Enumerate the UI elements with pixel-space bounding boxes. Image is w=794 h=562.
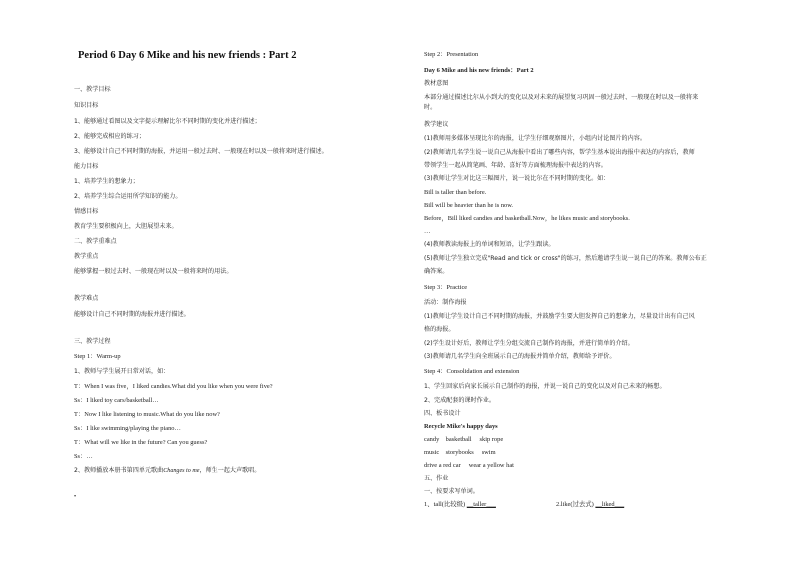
dialogue-line: T：What will we like in the future? Can you guess? xyxy=(74,439,208,446)
song-title: Changes to me xyxy=(163,468,200,474)
dialogue-line: Ss：I like swimming/playing the piano… xyxy=(74,425,181,432)
exercise-prompt: 1、tall(比较级) xyxy=(424,501,466,508)
lesson-subtitle: Day 6 Mike and his new friends：Part 2 xyxy=(424,67,534,74)
bullet-dot: • xyxy=(74,494,77,500)
section-heading: 四、板书设计 xyxy=(424,410,461,417)
section-heading: 三、教学过程 xyxy=(74,338,111,345)
text-segment: 2、教师播放本册书第四单元歌曲 xyxy=(74,467,164,474)
text-line: (2)学生设计好后，教师让学生分组交流自己制作的海报，并进行简单的介绍。 xyxy=(424,340,634,347)
section-heading: 二、教学重难点 xyxy=(74,238,117,245)
step-heading: Step 4：Consolidation and extension xyxy=(424,368,520,375)
text-line: 1、教师与学生展开日常对话，如： xyxy=(74,368,170,375)
text-line: 1、培养学生的想象力； xyxy=(74,178,139,185)
dialogue-line: T：When I was five，I liked candies.What did you like when you were five? xyxy=(74,383,273,390)
text-line: 带领学生一起从简笔画、年龄、喜好等方面梳理海报中表达的内容。 xyxy=(424,162,607,169)
text-line: 3、能够设计自己不同时期的海报，并运用一般过去时、一般现在时以及一般将来时进行描述。 xyxy=(74,148,328,155)
text-line: 格的海报。 xyxy=(424,326,455,333)
subheading: 能力目标 xyxy=(74,163,99,170)
text-line: (4)教师教读海报上的单词和短语，让学生跟读。 xyxy=(424,241,555,248)
text-line xyxy=(74,467,260,475)
text-line: 确答案。 xyxy=(424,268,449,275)
text-line: 能够设计自己不同时期的海报并进行描述。 xyxy=(74,311,190,318)
text-line: 2、能够完成相应的练习； xyxy=(74,133,145,140)
text-line: 2、培养学生综合运用所学知识的能力。 xyxy=(74,193,182,200)
text-line: (1)教师用多媒体呈现比尔的海报，让学生仔细观察图片，小组内讨论图片的内容。 xyxy=(424,135,646,142)
subheading: 情感目标 xyxy=(74,208,99,215)
example-line: … xyxy=(424,228,431,235)
example-line: Before，Bill liked candies and basketball.Now，he likes music and storybooks. xyxy=(424,215,630,222)
subheading: 知识目标 xyxy=(74,102,99,109)
text-line: 时。 xyxy=(424,104,437,111)
text-line: 能够掌握一般过去时、一般现在时以及一般将来时的用法。 xyxy=(74,268,233,275)
text-line: 1、学生回家后向家长展示自己制作的海报，并说一说自己的变化以及对自己未来的畅想。 xyxy=(424,383,666,390)
board-line: drive a red car wear a yellow hat xyxy=(424,462,514,469)
board-title: Recycle Mike's happy days xyxy=(424,423,498,430)
text-line: 本部分通过描述比尔从小到大的变化以及对未来的展望复习巩固一般过去时、一般现在时以及一般将来 xyxy=(424,94,699,101)
subheading: 教学建议 xyxy=(424,121,449,128)
step-heading: Step 1：Warm-up xyxy=(74,353,121,360)
dialogue-line: Ss：I liked toy cars/basketball… xyxy=(74,397,159,404)
text-line: (5)教师让学生独立完成"Read and tick or cross"的练习，然后邀请学生说一说自己的答案。教师公布正 xyxy=(424,255,707,262)
text-line: 1、能够通过看图以及文字提示理解比尔不同时期的变化并进行描述； xyxy=(74,118,261,125)
dialogue-line: Ss：… xyxy=(74,453,93,460)
exercise-heading: 一、按要求写单词。 xyxy=(424,488,479,495)
subheading: 教学难点 xyxy=(74,295,99,302)
exercise-prompt: 2.like(过去式) xyxy=(556,501,594,508)
board-line: music storybooks swim xyxy=(424,449,496,456)
text-line: (3)教师让学生对比这三幅图片，说一说比尔在不同时期的变化。如： xyxy=(424,175,610,182)
text-line: (2)教师请几名学生说一说自己从海报中看出了哪些内容，帮学生基本说出海报中表达的内容后，教师 xyxy=(424,149,695,156)
text-line: (3)教师请几名学生向全班展示自己的海报并简单介绍，教师给予评价。 xyxy=(424,353,616,360)
exercise-item xyxy=(556,501,624,509)
text-line: (1)教师让学生设计自己不同时期的海报，并鼓励学生要大胆发挥自己的想象力，尽量设计出有自己风 xyxy=(424,313,695,320)
dialogue-line: T：Now I like listening to music.What do you like now? xyxy=(74,411,220,418)
example-line: Bill is taller than before. xyxy=(424,189,487,196)
subheading: 教材意图 xyxy=(424,80,449,87)
subheading: 教学重点 xyxy=(74,253,99,260)
page-title: Period 6 Day 6 Mike and his new friends : Part 2 xyxy=(78,50,297,61)
exercise-item xyxy=(424,501,496,509)
text-line: 2、完成配套的课时作业。 xyxy=(424,397,495,404)
section-heading: 五、作业 xyxy=(424,475,449,482)
step-heading: Step 2：Presentation xyxy=(424,51,479,58)
exercise-answer: __liked___ xyxy=(595,501,625,508)
exercise-answer: __taller___ xyxy=(466,501,496,508)
text-line: 教育学生要积极向上，大胆展望未来。 xyxy=(74,223,178,230)
example-line: Bill will be heavier than he is now. xyxy=(424,202,514,209)
step-heading: Step 3：Practice xyxy=(424,284,468,291)
activity-heading: 活动：制作海报 xyxy=(424,299,467,306)
section-heading: 一、教学目标 xyxy=(74,86,111,93)
board-line: candy basketball skip rope xyxy=(424,436,504,443)
text-segment: ，师生一起大声歌唱。 xyxy=(199,467,261,474)
